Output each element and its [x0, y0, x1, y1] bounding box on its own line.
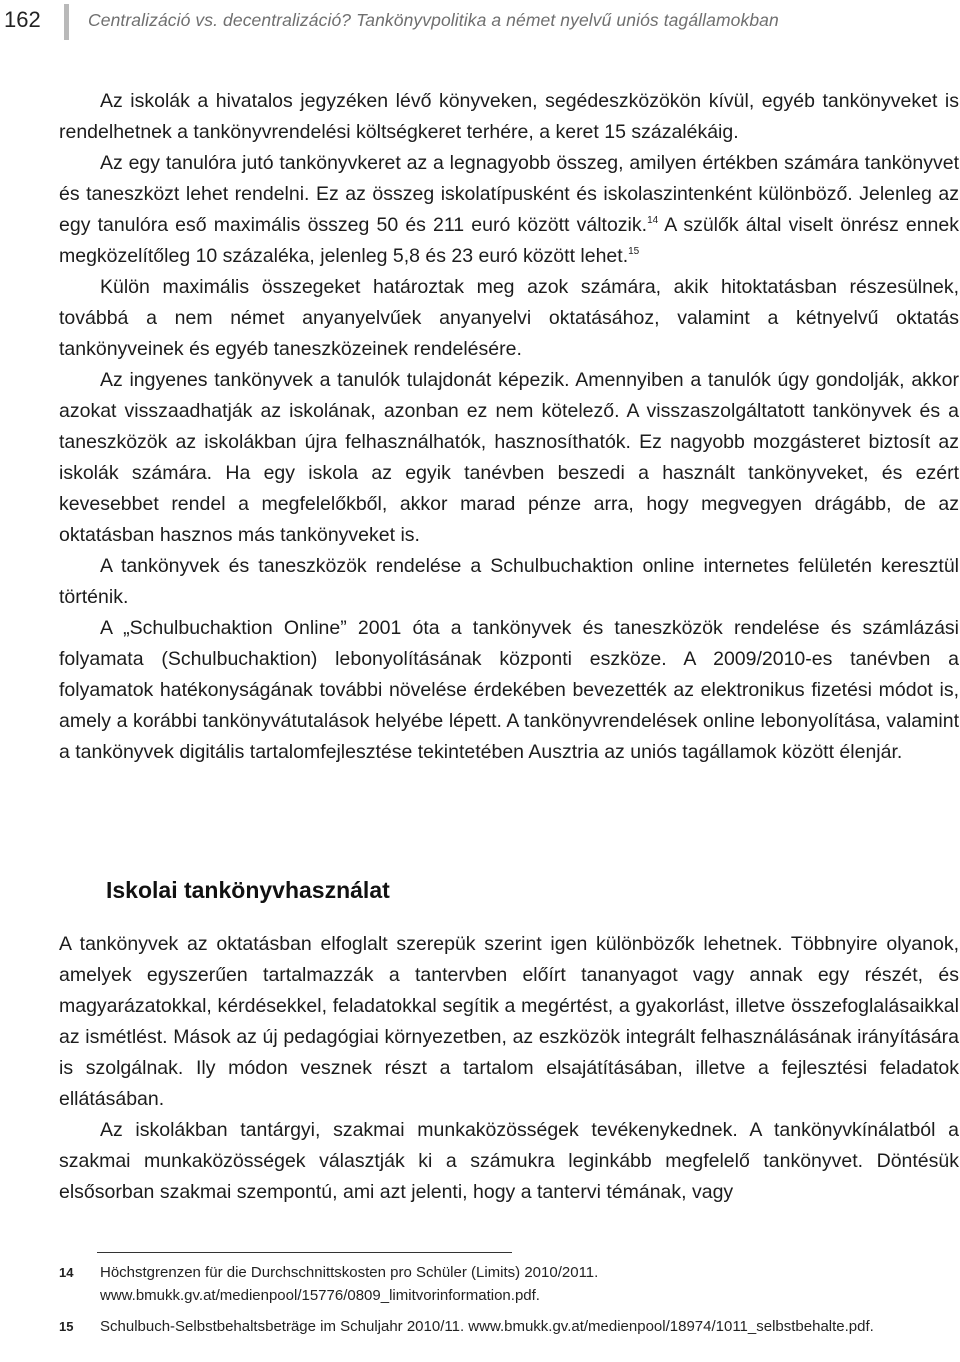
paragraph-text: Az egy tanulóra jutó tankönyvkeret az a legnagyobb összeg, amilyen értékben számára tankönyvet és taneszközt lehet rendelni. Ez az összeg iskolatípusként és iskolaszintenként különböző. Jelenleg az egy tanulóra eső maximális összeg 50 és 211 euró között változik. — [59, 152, 959, 236]
footnote-divider — [97, 1252, 512, 1253]
running-header — [0, 4, 960, 38]
footnote-text: Schulbuch-Selbstbehaltsbeträge im Schuljahr 2010/11. www.bmukk.gv.at/medienpool/18974/1011_selbstbehalte.pdf. — [100, 1318, 874, 1335]
paragraph-text: A szülők által viselt önrész ennek megközelítőleg 10 százaléka, jelenleg 5,8 és 23 euró között lehet. — [59, 214, 959, 267]
footnote-number: 14 — [59, 1265, 74, 1280]
header-divider — [64, 4, 69, 40]
footnotes — [59, 1261, 959, 1346]
paragraph: Az iskolákban tantárgyi, szakmai munkaközösségek tevékenykednek. A tankönyvkínálatból a szakmai munkaközösségek választják ki a számukra leginkább megfelelő tankönyvet. Döntésük elsősorban szakmai szempontú, ami azt jelenti, hogy a tantervi témának, vagy — [59, 1119, 959, 1203]
section-2-body — [59, 929, 959, 1208]
footnote-ref[interactable]: 15 — [628, 246, 640, 257]
footnote — [59, 1315, 959, 1338]
footnote-number: 15 — [59, 1319, 74, 1334]
footnote — [59, 1261, 959, 1307]
paragraph: A tankönyvek és taneszközök rendelése a Schulbuchaktion online internetes felületén keresztül történik. — [59, 555, 959, 608]
section-1-body — [59, 86, 959, 768]
paragraph: A „Schulbuchaktion Online” 2001 óta a tankönyvek és taneszközök rendelése és számlázási folyamata (Schulbuchaktion) lebonyolításának központi eszköze. A 2009/2010-es tanévben a folyamatok hatékonyságának további növelése érdekében bevezették az elektronikus fizetési módot is, amely a korábbi tankönyvátutalások helyébe lépett. A tankönyvrendelések online lebonyolítása, valamint a tankönyvek digitális tartalomfejlesztése tekintetében Ausztria az uniós tagállamok között élenjár. — [59, 617, 959, 763]
footnote-text: Höchstgrenzen für die Durchschnittskosten pro Schüler (Limits) 2010/2011. www.bmukk.gv.at/medienpool/15776/0809_limitvorinformation.pdf. — [100, 1264, 599, 1304]
running-title: Centralizáció vs. decentralizáció? Tankönyvpolitika a német nyelvű uniós tagállamokban — [88, 10, 779, 30]
footnote-ref[interactable]: 14 — [647, 215, 659, 226]
paragraph: Az iskolák a hivatalos jegyzéken lévő könyveken, segédeszközökön kívül, egyéb tankönyveket is rendelhetnek a tankönyvrendelési költségkeret terhére, a keret 15 százalékáig. — [59, 90, 959, 143]
paragraph: A tankönyvek az oktatásban elfoglalt szerepük szerint igen különbözők lehetnek. Többnyire olyanok, amelyek egyszerűen tartalmazzák a tantervben előírt tananyagot vagy annak egy részét, és magyarázatokkal, kérdésekkel, feladatokkal segítik a megértést, a gyakorlást, illetve összefoglalásaikkal az ismétlést. Mások az új pedagógiai környezetben, az eszközök integrált felhasználásának irányítására is szolgálnak. Ily módon vesznek részt a tartalom elsajátításában, illetve a fejlesztési feladatok ellátásában. — [59, 933, 959, 1110]
paragraph: Az ingyenes tankönyvek a tanulók tulajdonát képezik. Amennyiben a tanulók úgy gondolják, akkor azokat visszaadhatják az iskolának, azonban ez nem kötelező. A visszaszolgáltatott tankönyvek és a taneszközök az iskolákban újra felhasználhatók, hasznosíthatók. Ez nagyobb mozgásteret biztosít az iskolák számára. Ha egy iskola az egyik tanévben beszedi a használt tankönyveket, és ezért kevesebbet rendel a megfelelőkből, akkor marad pénze arra, hogy megvegyen drágább, de az oktatásban hasznos más tankönyveket is. — [59, 369, 959, 546]
page-number: 162 — [4, 7, 41, 32]
paragraph — [59, 148, 959, 272]
section-heading: Iskolai tankönyvhasználat — [106, 877, 390, 903]
paragraph: Külön maximális összegeket határoztak meg azok számára, akik hitoktatásban részesülnek, továbbá a nem német anyanyelvűek anyanyelvi oktatásához, valamint a kétnyelvű oktatás tankönyveinek és egyéb taneszközeinek rendelésére. — [59, 276, 959, 360]
